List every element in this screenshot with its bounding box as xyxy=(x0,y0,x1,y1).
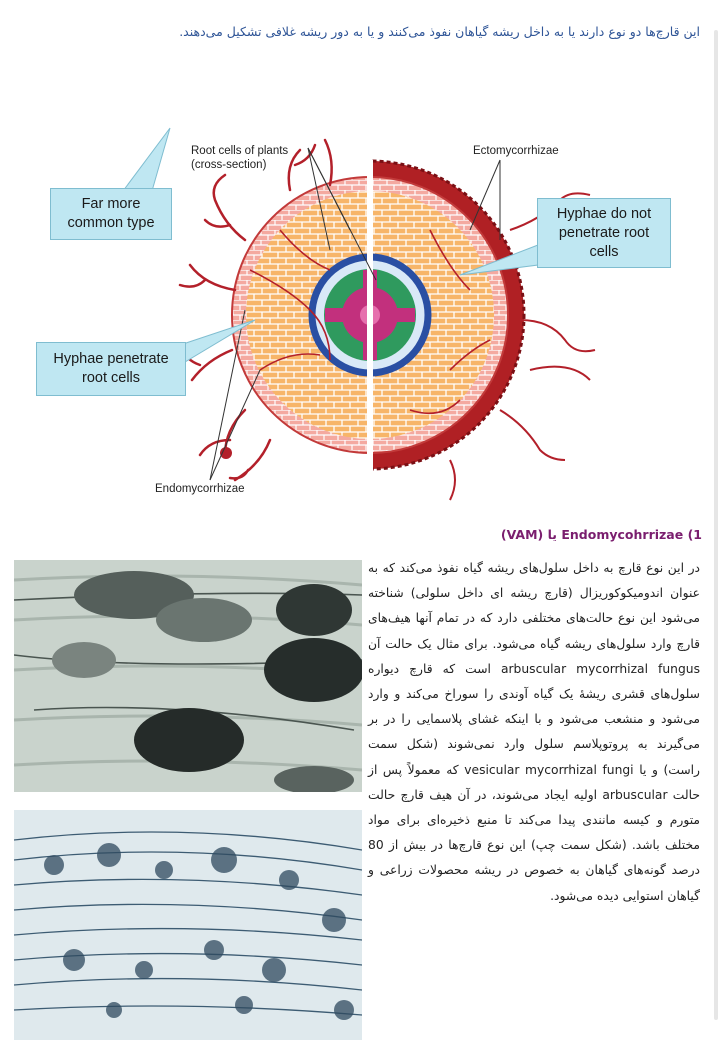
section-title: 1) Endomycohrrizae یا (VAM) xyxy=(500,527,702,542)
scrollbar[interactable] xyxy=(714,30,718,1020)
callout-hyphae-penetrate: Hyphae penetrate root cells xyxy=(36,342,186,396)
callout-far-more-common: Far more common type xyxy=(50,188,172,240)
label-ectomycorrhizae: Ectomycorrhizae xyxy=(473,145,559,157)
label-endomycorrhizae: Endomycorrhizae xyxy=(155,483,245,495)
mycorrhizae-figure xyxy=(30,120,680,510)
label-root-cells: Root cells of plants (cross-section) xyxy=(191,145,289,171)
micrograph-vesicles xyxy=(14,560,362,792)
root-cross-section-diagram xyxy=(30,120,680,510)
body-paragraph: در این نوع قارچ به داخل سلول‌های ریشه گیاه نفوذ می‌کند که به عنوان اندومیکوکوریزال (قارچ ریشه ای داخل سلولی) شناخته می‌شود این نوع حالت‌های مختلفی دارد که در تمام آنها هیف‌های قارچ وارد سلول‌های ریشه گیاه می‌شود. برای مثال یک حالت آن arbuscular mycorrhizal fungus است که قارچ دیواره سلول‌های قشری ریشهٔ یک گیاه آوندی را سوراخ می‌کند و وارد می‌شود و منشعب می‌شود و با اینکه غشای پلاسمایی را در بر می‌گیرند به پروتوپلاسم سلول وارد نمی‌شوند (شکل سمت راست) و یا vesicular mycorrhizal fungi که معمولاً پس از حالت arbuscular اولیه ایجاد می‌شوند، در آن هیف قارچ حالت متورم و کیسه مانندی پیدا می‌کند تا منبع ذخیره‌ای برای مواد مختلف باشد. (شکل سمت چپ) این نوع قارچ‌ها در بیش از 80 درصد گونه‌های گیاهان به خصوص در ریشه محصولات زراعی و گیاهان استوایی دیده می‌شود. xyxy=(368,561,700,903)
micrograph-arbuscules xyxy=(14,810,362,1040)
callout-hyphae-not-penetrate: Hyphae do not penetrate root cells xyxy=(537,198,671,268)
body-text xyxy=(368,556,700,909)
intro-text: این قارچ‌ها دو نوع دارند یا به داخل ریشه گیاهان نفوذ می‌کنند و یا به دور ریشه غلافی تشکیل می‌دهند. xyxy=(179,24,700,39)
